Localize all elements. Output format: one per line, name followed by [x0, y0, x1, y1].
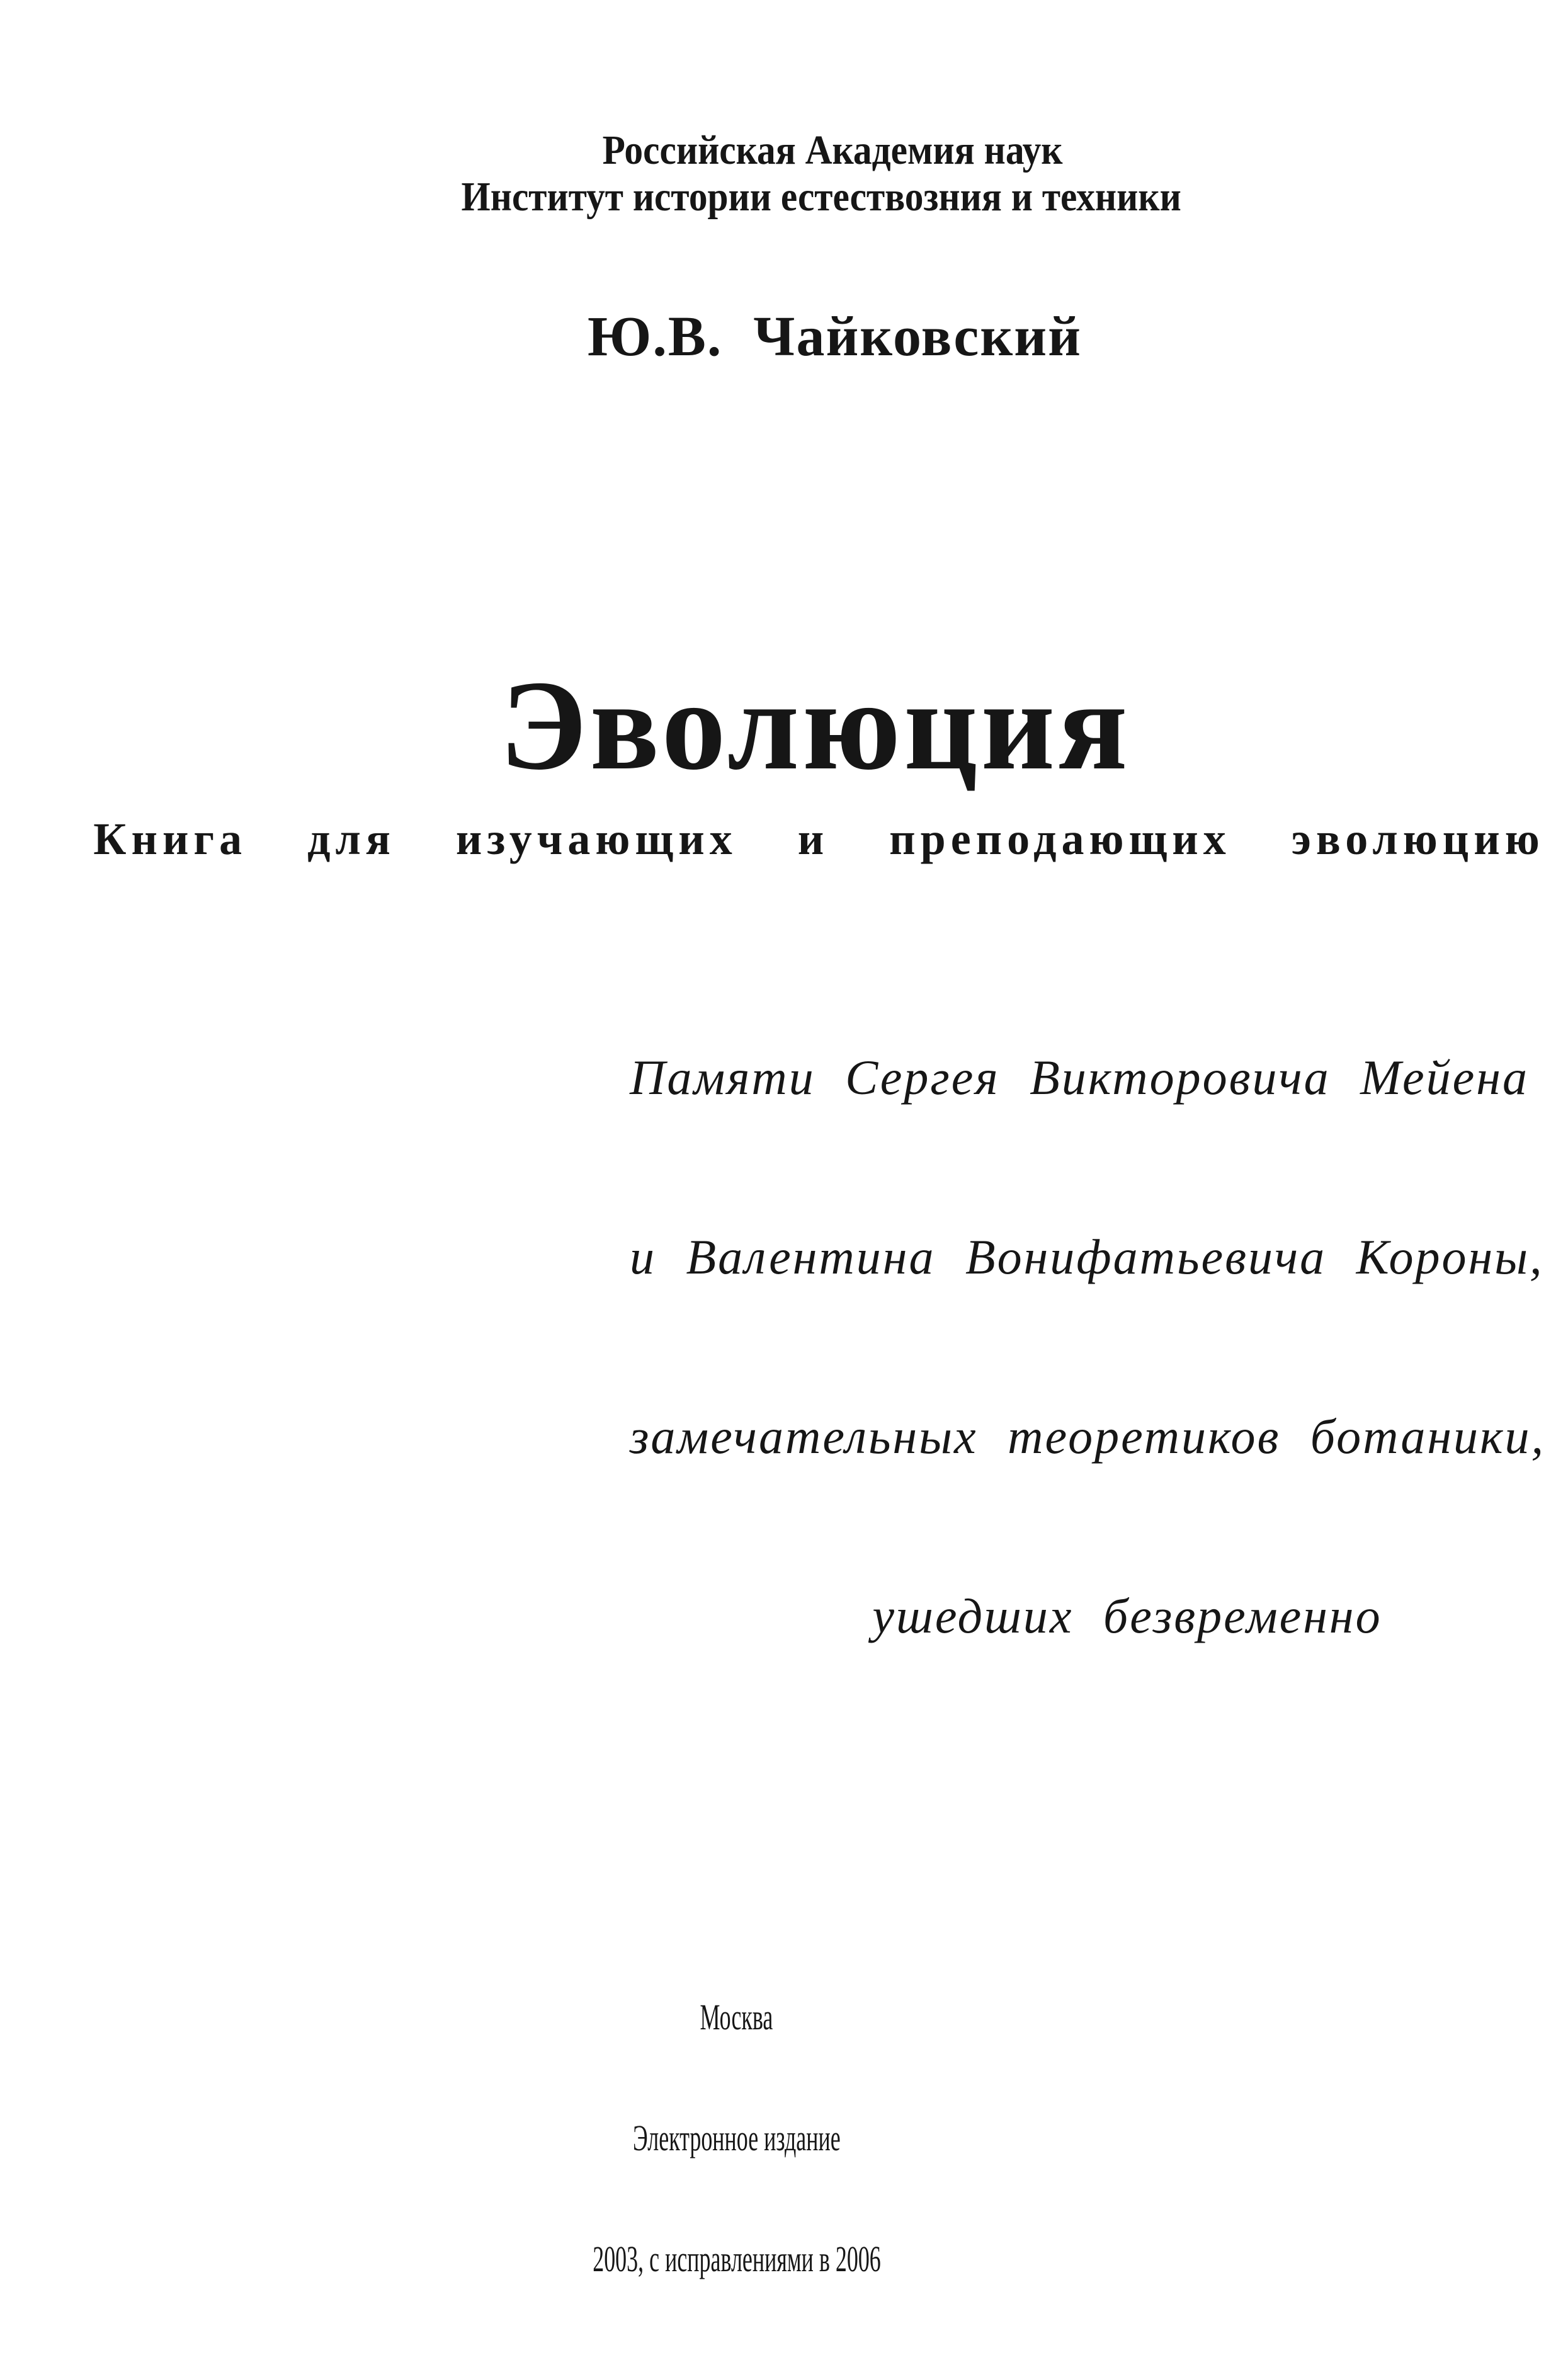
imprint-edition [0, 2118, 1561, 2158]
dedication-line-1: Памяти Сергея Викторовича Мейена [630, 1050, 1529, 1105]
imprint-city [0, 1997, 1561, 2038]
book-title-text: Эволюция [499, 654, 1131, 797]
imprint-year [0, 2239, 1561, 2279]
imprint-block [0, 1917, 1561, 2360]
publisher-line-institute-text: Институт истории естествозния и техники [461, 174, 1182, 220]
book-subtitle-text: Книга для изучающих и преподающих эволюцию [93, 814, 1545, 864]
publisher-line-academy-text: Российская Академия наук [603, 127, 1063, 173]
author-name [0, 299, 1561, 375]
imprint-edition-text: Электронное издание [632, 2118, 841, 2158]
dedication-block [630, 928, 1546, 1765]
book-subtitle [0, 806, 1561, 872]
imprint-year-text: 2003, с исправлениями в 2006 [592, 2238, 881, 2279]
imprint-city-text: Москва [700, 1997, 773, 2038]
publisher-line-institute [0, 166, 1561, 228]
dedication-line-4: ушедших безвременно [872, 1588, 1382, 1643]
book-title [0, 651, 1561, 800]
dedication-line-3: замечательных теоретиков ботаники, [630, 1409, 1546, 1464]
dedication-line-2: и Валентина Вонифатьевича Короны, [630, 1229, 1544, 1284]
author-name-text: Ю.В. Чайковский [588, 305, 1082, 368]
